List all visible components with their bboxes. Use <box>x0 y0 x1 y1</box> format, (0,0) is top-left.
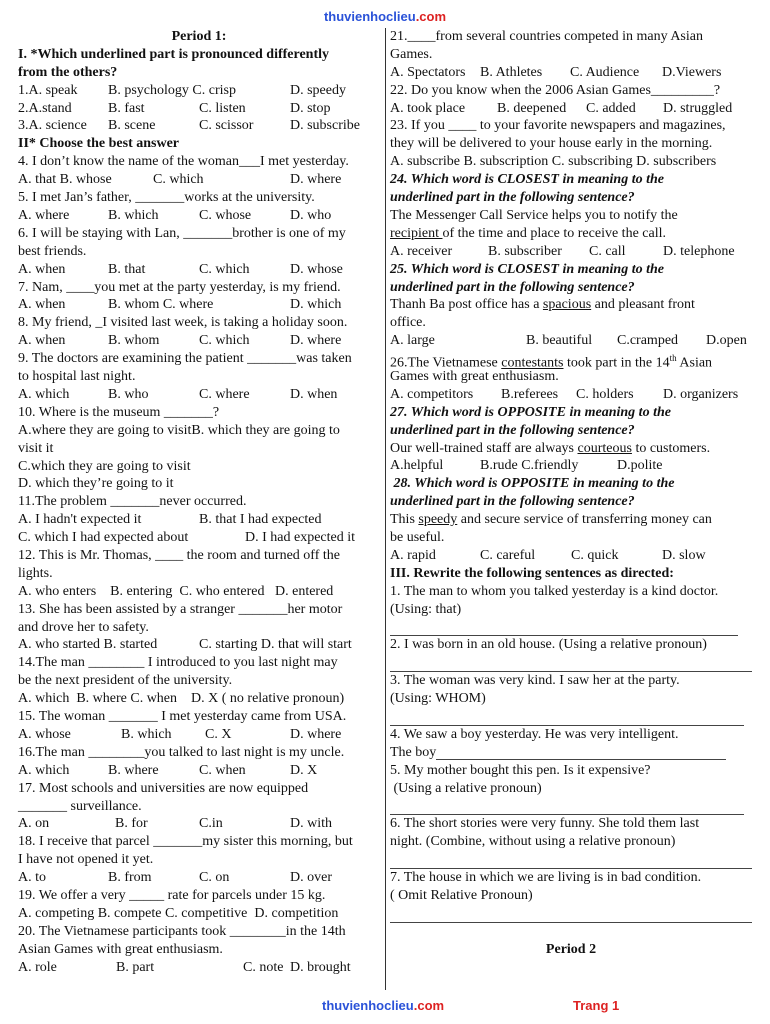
spacer <box>390 923 752 941</box>
sentence-28-cont: be useful. <box>390 530 445 546</box>
answers-14: A. which B. where C. when D. X ( no relative pronoun) <box>18 691 345 707</box>
question-5: 5. I met Jan’s father, _______works at the university. <box>18 190 315 206</box>
answers-12: A. who enters B. entering C. who entered D. entered <box>18 583 334 599</box>
question-21-cont: Games. <box>390 46 433 62</box>
answer-line-5[interactable] <box>390 797 744 815</box>
answers-5: A. where B. which C. whose D. who <box>18 207 332 223</box>
question-28: 28. Which word is OPPOSITE in meaning to the <box>390 476 675 492</box>
rewrite-1-cont: (Using: that) <box>390 601 462 617</box>
rewrite-3: 3. The woman was very kind. I saw her at the party. <box>390 673 680 689</box>
question-14: 14.The man ________ I introduced to you last night may <box>18 655 338 671</box>
rewrite-6: 6. The short stories were very funny. She told them last <box>390 816 700 832</box>
left-column <box>18 28 380 976</box>
rewrite-7-cont: ( Omit Relative Pronoun) <box>390 887 533 903</box>
question-13: 13. She has been assisted by a stranger _______her motor <box>18 601 343 617</box>
answer-10-ab-cont: visit it <box>18 440 54 456</box>
question-6-cont: best friends. <box>18 243 87 259</box>
site-header <box>0 9 770 24</box>
answers-16: A. which B. where C. when D. X <box>18 762 318 778</box>
question-24: 24. Which word is CLOSEST in meaning to the <box>390 172 664 188</box>
answers-11-ab: A. I hadn't expected it B. that I had expected <box>18 512 322 528</box>
pron-row-1: 1.A. speak B. psychology C. crisp D. speedy <box>18 82 346 98</box>
question-9-cont: to hospital last night. <box>18 369 136 385</box>
period-1-title: Period 1: <box>171 29 227 44</box>
question-16: 16.The man ________you talked to last night is my uncle. <box>18 744 345 760</box>
question-19: 19. We offer a very _____ rate for parcels under 15 kg. <box>18 888 326 903</box>
rewrite-2: 2. I was born in an old house. (Using a relative pronoun) <box>390 637 707 653</box>
underlined-word: speedy <box>418 512 458 528</box>
period-2-title: Period 2 <box>545 941 597 957</box>
question-14-cont: be the next president of the university. <box>18 673 233 689</box>
rewrite-7: 7. The house in which we are living is in bad condition. <box>390 869 702 885</box>
rewrite-5: 5. My mother bought this pen. Is it expensive? <box>390 762 651 778</box>
answer-line-2[interactable] <box>390 654 752 672</box>
question-20-cont: Asian Games with great enthusiasm. <box>18 941 223 957</box>
question-23: 23. If you ____ to your favorite newspapers and magazines, <box>390 118 726 134</box>
question-8: 8. My friend, _I visited last week, is taking a holiday soon. <box>18 315 348 331</box>
answers-23: A. subscribe B. subscription C. subscribing D. subscribers <box>390 154 717 170</box>
sentence-25-cont: office. <box>390 315 426 331</box>
question-25: 25. Which word is CLOSEST in meaning to the <box>390 261 664 277</box>
site-domain: .com <box>413 998 445 1013</box>
question-17-cont: _______ surveillance. <box>18 798 142 814</box>
answers-17: A. on B. for C.in D. with <box>18 816 332 832</box>
answers-20: A. role B. part C. note D. brought <box>18 959 351 975</box>
sentence-25: Thanh Ba post office has a spacious and pleasant front <box>390 297 695 313</box>
question-28-cont: underlined part in the following sentence? <box>390 494 635 510</box>
section-3-heading: III. Rewrite the following sentences as directed: <box>390 565 674 581</box>
underlined-word: contestants <box>501 355 564 371</box>
rewrite-1: 1. The man to whom you talked yesterday is a kind doctor. <box>390 583 719 599</box>
answers-19: A. competing B. compete C. competitive D. competition <box>18 905 339 921</box>
question-26-cont: Games with great enthusiasm. <box>390 368 559 384</box>
answer-10-ab: A.where they are going to visitB. which they are going to <box>18 422 340 438</box>
rewrite-5-cont: (Using a relative pronoun) <box>390 780 542 796</box>
question-12-cont: lights. <box>18 565 53 581</box>
rewrite-4-cont: The boy <box>390 744 752 762</box>
question-6: 6. I will be staying with Lan, _______brother is one of my <box>18 225 346 241</box>
question-27: 27. Which word is OPPOSITE in meaning to the <box>390 404 671 420</box>
pron-row-2: 2.A.stand B. fast C. listen D. stop <box>18 100 331 116</box>
site-name: thuvienhoclieu <box>323 9 416 24</box>
answers-25: A. large B. beautiful C.cramped D.open <box>390 333 747 349</box>
answers-13: A. who started B. started C. starting D. that will start <box>18 637 352 653</box>
question-13-cont: and drove her to safety. <box>18 619 149 635</box>
answers-4: A. that B. whose C. which D. where <box>18 172 342 188</box>
underlined-word: spacious <box>542 297 592 313</box>
pron-row-3: 3.A. science B. scene C. scissor D. subscribe <box>18 118 360 134</box>
question-18: 18. I receive that parcel _______my sister this morning, but <box>18 834 353 850</box>
page-number: Trang 1 <box>573 998 620 1013</box>
question-4: 4. I don’t know the name of the woman___I met yesterday. <box>18 154 349 170</box>
sentence-24: The Messenger Call Service helps you to notify the <box>390 207 678 223</box>
rewrite-3-cont: (Using: WHOM) <box>390 691 486 707</box>
answers-8: A. when B. whom C. which D. where <box>18 333 342 349</box>
site-name: thuvienhoclieu <box>322 998 414 1013</box>
question-27-cont: underlined part in the following sentence? <box>390 422 635 438</box>
answer-line-3[interactable] <box>390 708 744 726</box>
question-23-cont: they will be delivered to your house early in the morning. <box>390 136 713 152</box>
answers-15: A. whose B. which C. X D. where <box>18 726 342 742</box>
right-column <box>390 28 752 958</box>
sentence-27: Our well-trained staff are always courteous to customers. <box>390 440 711 456</box>
answer-line-4[interactable] <box>436 744 726 760</box>
sentence-24-cont: recipient of the time and place to receive the call. <box>390 225 666 241</box>
answer-line-1[interactable] <box>390 619 738 637</box>
column-divider <box>385 28 386 990</box>
question-24-cont: underlined part in the following sentence? <box>390 190 635 206</box>
site-footer <box>322 998 444 1013</box>
answers-26: A. competitors B.referees C. holders D. organizers <box>390 386 739 402</box>
question-15: 15. The woman _______ I met yesterday came from USA. <box>18 709 347 725</box>
answers-24: A. receiver B. subscriber C. call D. telephone <box>390 243 735 259</box>
answers-21: A. Spectators B. Athletes C. Audience D.Viewers <box>390 64 722 80</box>
question-12: 12. This is Mr. Thomas, ____ the room and turned off the <box>18 548 340 563</box>
answers-11-cd: C. which I had expected about D. I had expected it <box>18 530 356 546</box>
answer-line-6[interactable] <box>390 851 752 869</box>
answers-27: A.helpful B.rude C.friendly D.polite <box>390 458 663 474</box>
question-20: 20. The Vietnamese participants took ________in the 14th <box>18 923 346 939</box>
answers-6: A. when B. that C. which D. whose <box>18 261 343 277</box>
question-22: 22. Do you know when the 2006 Asian Games_________? <box>390 82 721 98</box>
question-11: 11.The problem _______never occurred. <box>18 494 247 510</box>
sentence-28: This speedy and secure service of transferring money can <box>390 512 712 528</box>
site-domain: .com <box>415 9 447 24</box>
answers-22: A. took place B. deepened C. added D. struggled <box>390 100 733 116</box>
answers-9: A. which B. who C. where D. when <box>18 386 338 402</box>
rewrite-6-cont: night. (Combine, without using a relative pronoun) <box>390 834 676 850</box>
section-2-heading: II* Choose the best answer <box>18 136 179 152</box>
answer-10-d: D. which they’re going to it <box>18 476 174 492</box>
section-1-heading: I. *Which underlined part is pronounced differently <box>18 46 330 62</box>
question-9: 9. The doctors are examining the patient _______was taken <box>18 351 352 367</box>
question-10: 10. Where is the museum _______? <box>18 404 220 420</box>
answers-7: A. when B. whom C. where D. which <box>18 297 342 313</box>
question-25-cont: underlined part in the following sentence? <box>390 279 635 295</box>
underlined-word: recipient <box>390 225 443 241</box>
answers-28: A. rapid C. careful C. quick D. slow <box>390 547 706 563</box>
answer-10-c: C.which they are going to visit <box>18 458 191 474</box>
question-18-cont: I have not opened it yet. <box>18 852 154 868</box>
answer-line-7[interactable] <box>390 905 752 923</box>
section-1-heading-cont: from the others? <box>18 64 118 80</box>
answers-18: A. to B. from C. on D. over <box>18 870 332 886</box>
question-7: 7. Nam, ____you met at the party yesterday, is my friend. <box>18 279 341 295</box>
rewrite-4: 4. We saw a boy yesterday. He was very intelligent. <box>390 726 679 742</box>
question-17: 17. Most schools and universities are now equipped <box>18 780 309 796</box>
question-26: 26.The Vietnamese contestants took part in the 14th Asian <box>390 353 713 371</box>
question-21: 21.____from several countries competed in many Asian <box>390 29 703 44</box>
underlined-word: courteous <box>577 440 632 456</box>
